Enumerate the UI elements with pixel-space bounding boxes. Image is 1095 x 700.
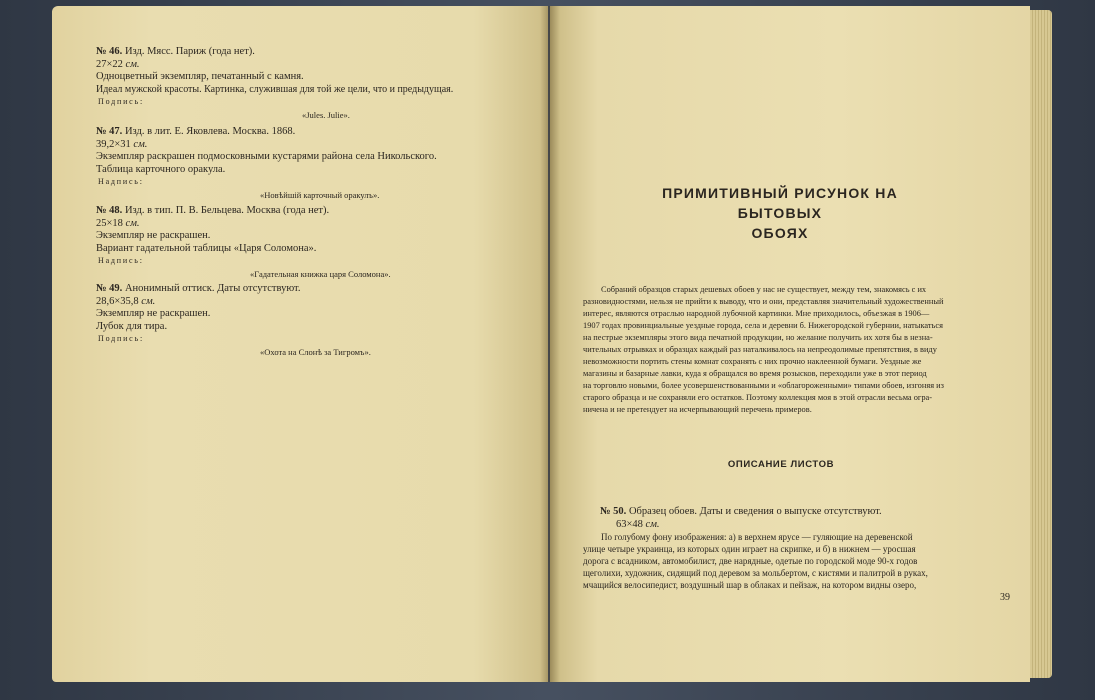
paragraph-line: чительных отрывках и образцах каждый раз наталкивалось на непреодолимые препятствия, в виду	[583, 345, 937, 354]
catalog-entry-49	[96, 283, 536, 358]
paragraph-line: магазины и базарные лавки, куда я обращался во время розысков, переходили уже в этот период	[583, 369, 927, 378]
entry-unit: см.	[130, 138, 148, 150]
entry-number: № 49.	[96, 283, 123, 294]
paragraph-line: дорога с всадником, автомобилист, две нарядные, одетые по городской моде 90-х годов	[583, 556, 918, 566]
entry-unit: см.	[642, 519, 660, 530]
entry-line: Вариант гадательной таблицы «Царя Соломона».	[96, 242, 317, 254]
section-subheading: ОПИСАНИЕ ЛИСТОВ	[727, 459, 835, 470]
paragraph-line: старого образца и не сохраняли его остатков. Поэтому коллекция моя в этой отрасли весьма огра-	[583, 393, 933, 402]
entry-caption-label: Надпись:	[98, 177, 144, 186]
entry-line: Идеал мужской красоты. Картинка, служившая для той же цели, что и предыдущая.	[96, 83, 454, 95]
entry-size: 27×22	[96, 58, 123, 70]
entry-size: 28,6×35,8	[96, 295, 139, 307]
paragraph-line: По голубому фону изображения: а) в верхнем ярусе — гуляющие на деревенской	[601, 532, 913, 542]
paragraph-line: 1907 годах провинциальные уездные города, села и деревни б. Нижегородской губернии, натыкаться	[583, 321, 943, 330]
page-edges	[1030, 10, 1052, 678]
entry-number: № 50.	[600, 506, 627, 517]
chapter-title-line: ПРИМИТИВНЫЙ РИСУНОК НА БЫТОВЫХ	[662, 185, 898, 221]
paragraph-line: невозможности портить стены комнат сохранять с них прочно наклеенной бумаги. Уездные же	[583, 357, 922, 366]
entry-line: Экземпляр не раскрашен.	[96, 230, 211, 241]
catalog-entry-47	[96, 126, 536, 201]
entry-caption-label: Подпись:	[98, 97, 145, 106]
entry-size: 25×18	[96, 217, 123, 229]
intro-paragraph	[583, 284, 975, 416]
paragraph-line: разновидностями, нельзя не прийти к выводу, что и они, представляя значительный художественный	[583, 297, 944, 306]
entry-inscription: «Охота на Слонѣ за Тигромъ».	[260, 346, 371, 357]
entry-line: Экземпляр раскрашен подмосковными кустарями района села Никольского.	[96, 151, 437, 162]
entry-line: Одноцветный экземпляр, печатанный с камня.	[96, 71, 304, 82]
entry-50-description	[583, 531, 975, 591]
paragraph-line: мчащийся велосипедист, воздушный шар в облаках и пейзаж, на котором видны озеро,	[583, 580, 917, 590]
paragraph-line: Собраний образцов старых дешевых обоев у нас не существует, между тем, знакомясь с их	[601, 285, 927, 294]
entry-description: Анонимный оттиск. Даты отсутствуют.	[122, 283, 301, 294]
entry-line: Экземпляр не раскрашен.	[96, 308, 211, 319]
paragraph-line: ничена и не претендует на исчерпывающий перечень примеров.	[583, 405, 812, 414]
entry-unit: см.	[122, 58, 140, 70]
entry-size: 63×48	[616, 519, 643, 530]
paragraph-line: на пестрые экземпляры этого вида печатной продукции, но желание получить их хотя бы в незна-	[583, 333, 933, 342]
catalog-entry-50	[600, 505, 980, 531]
entry-description: Изд. Мясс. Париж (года нет).	[122, 46, 255, 57]
paragraph-line: улице четыре украинца, из которых один играет на скрипке, и б) в нижнем — уросшая	[583, 544, 916, 554]
entry-number: № 48.	[96, 205, 123, 216]
entry-description: Изд. в лит. Е. Яковлева. Москва. 1868.	[122, 126, 296, 137]
entry-description: Изд. в тип. П. В. Бельцева. Москва (года нет).	[122, 205, 330, 216]
entry-number: № 47.	[96, 126, 123, 137]
entry-unit: см.	[122, 217, 140, 229]
catalog-entry-48	[96, 205, 536, 280]
entry-inscription: «Jules. Julie».	[302, 109, 350, 120]
paragraph-line: интерес, являются отраслью народной лубочной картинки. Мне приходилось, объезжая в 1906—	[583, 309, 930, 318]
entry-inscription: «Гадательная книжка царя Соломона».	[250, 268, 391, 279]
entry-number: № 46.	[96, 46, 123, 57]
book-gutter	[540, 6, 560, 682]
entry-size: 39,2×31	[96, 138, 131, 150]
entry-unit: см.	[138, 295, 156, 307]
page-number: 39	[1000, 592, 1010, 603]
entry-description: Образец обоев. Даты и сведения о выпуске отсутствуют.	[626, 506, 882, 517]
entry-line: Таблица карточного оракула.	[96, 163, 226, 175]
entry-line: Лубок для тира.	[96, 320, 168, 332]
paragraph-line: на торговлю новыми, более усовершенствованными и «облагороженными» типами обоев, изгоняя из	[583, 381, 944, 390]
chapter-title	[630, 183, 930, 243]
catalog-entry-46	[96, 46, 536, 121]
entry-caption-label: Надпись:	[98, 256, 144, 265]
paragraph-line: щеголихи, художник, сидящий под деревом за мольбертом, с кистями и палитрой в руках,	[583, 568, 928, 578]
chapter-title-line: ОБОЯХ	[751, 225, 809, 241]
entry-inscription: «Новѣйшій карточный оракулъ».	[260, 189, 380, 200]
entry-caption-label: Подпись:	[98, 334, 145, 343]
